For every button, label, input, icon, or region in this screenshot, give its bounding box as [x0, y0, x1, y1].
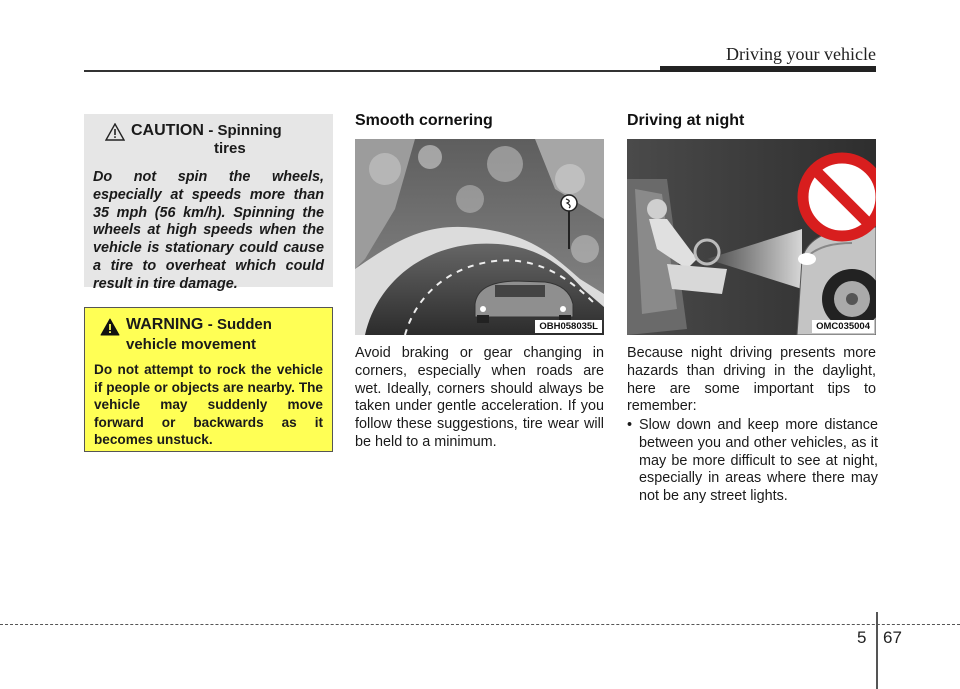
warning-text: Do not attempt to rock the vehicle if people or objects are nearby. The vehicle may suddenly move forward or backwards as it becomes unstuck. — [94, 362, 323, 448]
warning-title: WARNING — [126, 316, 204, 333]
caution-header — [93, 122, 324, 141]
footer-section-number: 5 — [857, 628, 867, 647]
caution-box — [84, 114, 333, 292]
warning-subtitle-line2: vehicle movement — [126, 336, 257, 353]
smooth-cornering-text: Avoid braking or gear changing in corners, especially when roads are wet. Ideally, corners should always be taken under gentle acceleration. If you follow these suggestions, tire wear will be held to a minimum. — [355, 345, 604, 450]
warning-title-block — [126, 316, 272, 334]
caution-subtitle: - Spinning — [208, 122, 282, 139]
cornering-illustration — [355, 139, 604, 335]
header-rule-thick — [660, 66, 876, 72]
night-driving-intro: Because night driving presents more hazards than driving in the daylight, here are some important tips to remember: — [627, 345, 876, 415]
warning-box — [84, 307, 333, 452]
caution-text: Do not spin the wheels, especially at speeds more than 35 mph (56 km/h). Spinning the wheels at high speeds when the vehicle is stationary could cause a tire to overheat which could result in tire damage. — [93, 169, 324, 292]
night-illustration — [627, 139, 876, 335]
caution-triangle-icon — [105, 123, 125, 141]
night-figure-code: OMC035004 — [812, 320, 874, 333]
night-bullet-1 — [627, 417, 878, 506]
bullet-mark: • — [627, 417, 633, 433]
cornering-figure — [355, 139, 604, 335]
header-rule-thin — [84, 70, 660, 72]
bullet-text: Slow down and keep more distance between you and other vehicles, as it may be more difficult to see at night, especially in areas where there may not be any street lights. — [639, 417, 878, 505]
footer-page-number: 67 — [883, 628, 902, 647]
caution-subtitle-line2: tires — [214, 140, 246, 157]
warning-triangle-icon — [100, 318, 120, 336]
caution-title: CAUTION — [131, 122, 204, 139]
warning-subtitle: - Sudden — [207, 316, 272, 333]
cornering-figure-code: OBH058035L — [535, 320, 602, 333]
night-figure — [627, 139, 876, 335]
warning-header — [94, 316, 323, 336]
night-driving-title: Driving at night — [627, 112, 745, 129]
smooth-cornering-title: Smooth cornering — [355, 112, 493, 129]
footer-divider — [876, 612, 878, 689]
header-title: Driving your vehicle — [726, 44, 876, 64]
footer-rule — [0, 624, 960, 625]
caution-title-block — [131, 122, 282, 140]
